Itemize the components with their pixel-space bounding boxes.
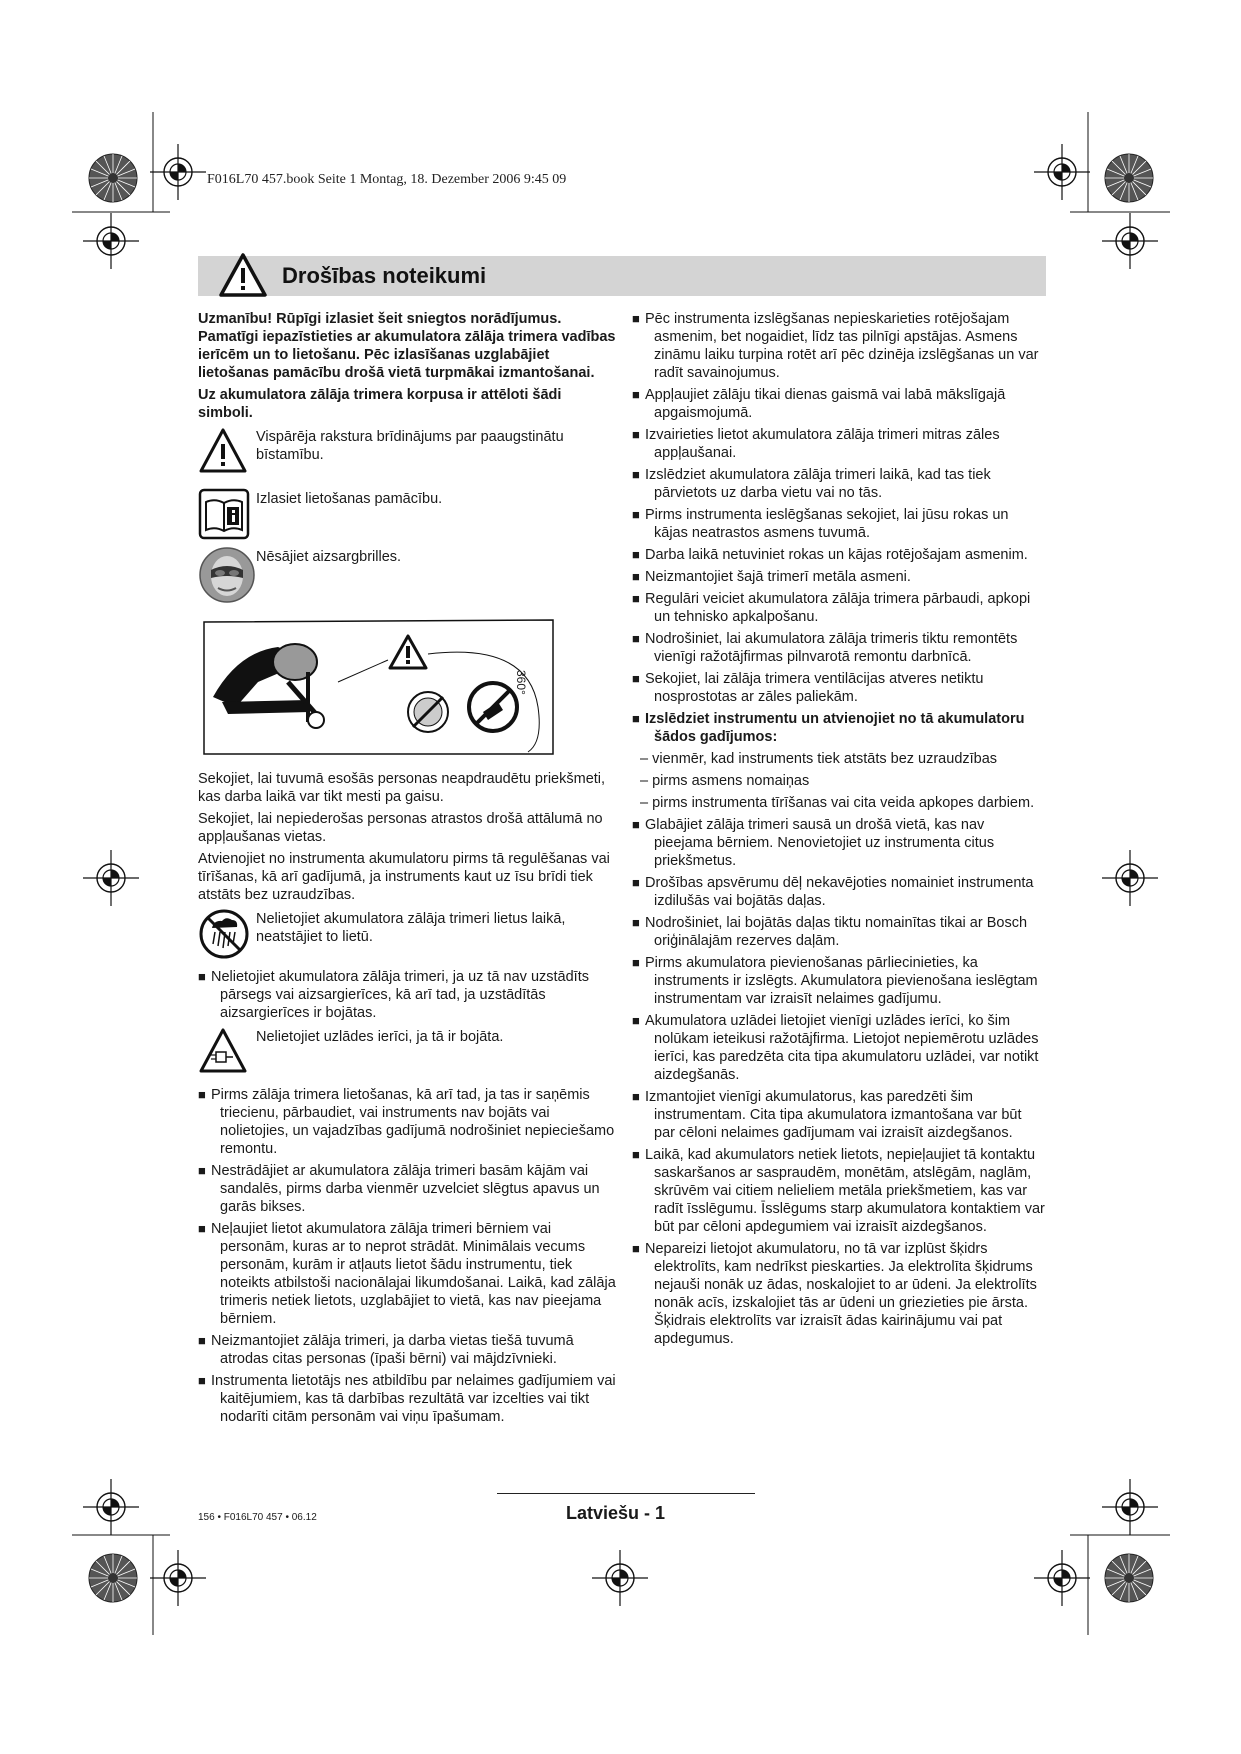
r-bullet-2: ■ Appļaujiet zālāju tikai dienas gaismā vai labā mākslīgajā apgaismojumā.: [632, 386, 1046, 422]
footer-rule: [497, 1493, 755, 1494]
symbol-rain-text: Nelietojiet akumulatora zālāja trimeri lietus laikā, neatstājiet to lietū.: [256, 911, 566, 945]
footer-doc-code: 156 • F016L70 457 • 06.12: [198, 1512, 317, 1523]
r-dash-3: – pirms instrumenta tīrīšanas vai cita veida apkopes darbiem.: [632, 794, 1046, 812]
symbols-heading: Uz akumulatora zālāja trimera korpusa ir attēloti šādi simboli.: [198, 387, 562, 421]
r-bullet-1: ■ Pēc instrumenta izslēgšanas nepieskarieties rotējošajam asmenim, bet nogaidiet, līdz tas pilnīgi apstājas. Asmens zināmu laiku turpina rotēt arī pēc dzinēja izslēgšanas un var radīt savainojumus.: [632, 310, 1046, 382]
symbol-row-goggles: [198, 546, 616, 610]
r-dash-1: – vienmēr, kad instruments tiek atstāts bez uzraudzības: [632, 750, 1046, 768]
bullet-persons-nearby: ■ Neizmantojiet zālāja trimeri, ja darba vietas tiešā tuvumā atrodas citas personas (īpaši bērni) vai mājdzīvnieki.: [198, 1332, 616, 1368]
para-bystanders: Sekojiet, lai nepiederošas personas atrastos drošā attālumā no appļaušanas vietas.: [198, 811, 603, 845]
r-dash-2: – pirms asmens nomaiņas: [632, 772, 1046, 790]
r-bullet-15: ■ Pirms akumulatora pievienošanas pārliecinieties, ka instruments ir izslēgts. Akumulatora pievienošana ieslēgtam instrumentam var izraisīt nelaimes gadījumu.: [632, 954, 1046, 1008]
para-disconnect-battery: Atvienojiet no instrumenta akumulatoru pirms tā regulēšanas vai tīrīšanas, kā arī gadījumā, ja instruments kaut uz īsu brīdi tiek atstāts bez uzraudzības.: [198, 851, 610, 903]
damaged-charger-warning-icon: [198, 1026, 248, 1076]
r-bullet-4: ■ Izslēdziet akumulatora zālāja trimeri laikā, kad tas tiek pārvietots uz darba vietu vai no tās.: [632, 466, 1046, 502]
r-bullet-19: ■ Nepareizi lietojot akumulatoru, no tā var izplūst šķidrs elektrolīts, kam nedrīkst pieskarties. Ja elektrolīta šķidrums nejauši nonāk uz ādas, noskalojiet to ar ūdeni. Ja elektrolīts nonāk acīs, izskalojiet tās ar ūdeni un griezieties pie ārsta. Šķidrais elektrolīts var izraisīt ādas kairinājumu vai pat apdegumus.: [632, 1240, 1046, 1348]
bullet-inspect: ■ Pirms zālāja trimera lietošanas, kā arī tad, ja tas ir saņēmis triecienu, pārbaudiet, vai instruments nav bojāts vai nolietojies, un vajadzības gadījumā nodrošiniet nepieciešamo remontu.: [198, 1086, 616, 1158]
right-column: [632, 310, 1046, 1352]
bullet-guards: ■ Nelietojiet akumulatora zālāja trimeri, ja uz tā nav uzstādīts pārsegs vai aizsargierīces, kā arī tad, ja uzstādītās aizsargierīces ir bojātas.: [198, 968, 616, 1022]
figure-angle-label: 360°: [514, 670, 528, 695]
r-bullet-5: ■ Pirms instrumenta ieslēgšanas sekojiet, lai jūsu rokas un kājas neatrastos asmens tuvumā.: [632, 506, 1046, 542]
warning-icon: [218, 252, 268, 298]
footer-page-label: Latviešu - 1: [566, 1503, 666, 1523]
bullet-responsibility: ■ Instrumenta lietotājs nes atbildību par nelaimes gadījumiem vai kaitējumiem, kas tā darbības rezultātā var izcelties vai tikt nodarīti citām personām vai viņu īpašumam.: [198, 1372, 616, 1426]
bullet-children: ■ Neļaujiet lietot akumulatora zālāja trimeri bērniem vai personām, kuras ar to neprot strādāt. Minimālais vecums personām, kurām ir atļauts lietot šādu instrumentu, tiek noteikts atbilstoši nacionālajai likumdošanai. Laikā, kad zālāja trimeris netiek lietots, uzglabājiet to vietā, kas nav pieejama bērniem.: [198, 1220, 616, 1328]
symbol-row-rain: [198, 908, 616, 966]
trimmer-safety-figure: [198, 612, 616, 762]
manual-book-icon: [198, 488, 250, 540]
r-bullet-7: ■ Neizmantojiet šajā trimerī metāla asmeni.: [632, 568, 1046, 586]
intro-text: Uzmanību! Rūpīgi izlasiet šeit sniegtos norādījumus. Pamatīgi iepazīstieties ar akumulatora zālāja trimera vadības ierīcēm un to lietošanu. Pēc izlasīšanas uzglabājiet lietošanas pamācību drošā vietā turpmākai izmantošanai.: [198, 311, 616, 381]
r-bullet-16: ■ Akumulatora uzlādei lietojiet vienīgi uzlādes ierīci, ko šim nolūkam ieteikusi ražotājfirma. Lietojot nepiemērotu uzlādes ierīci, kas paredzēta cita tipa akumulatoru uzlādei, var notikt aizdegšanās.: [632, 1012, 1046, 1084]
bullet-footwear: ■ Nestrādājiet ar akumulatora zālāja trimeri basām kājām vai sandalēs, pirms darba vienmēr uzvelciet slēgtus apavus un garās bikses.: [198, 1162, 616, 1216]
r-bullet-13: ■ Drošības apsvērumu dēļ nekavējoties nomainiet instrumenta izdilušās vai bojātās daļas.: [632, 874, 1046, 910]
symbol-manual-text: Izlasiet lietošanas pamācību.: [256, 491, 443, 507]
left-column: [198, 310, 616, 1430]
symbol-charger-text: Nelietojiet uzlādes ierīci, ja tā ir bojāta.: [256, 1029, 504, 1045]
symbol-row-manual: [198, 488, 616, 544]
trimmer-usage-diagram: [198, 612, 560, 762]
r-bullet-10: ■ Sekojiet, lai zālāja trimera ventilācijas atveres netiktu nosprostotas ar zāles paliekām.: [632, 670, 1046, 706]
symbol-row-warning: [198, 426, 616, 486]
r-bullet-18: ■ Laikā, kad akumulators netiek lietots, nepieļaujiet tā kontaktu saskaršanos ar saspraudēm, monētām, atslēgām, naglām, skrūvēm vai citiem nelieliem metāla priekšmetiem, kas var radīt īsslēgumu. Īsslēgums starp akumulatora kontaktiem var būt par cēloni apdegumiem vai izraisīt aizdegšanos.: [632, 1146, 1046, 1236]
r-bullet-6: ■ Darba laikā netuviniet rokas un kājas rotējošajam asmenim.: [632, 546, 1046, 564]
r-bullet-3: ■ Izvairieties lietot akumulatora zālāja trimeri mitras zāles appļaušanai.: [632, 426, 1046, 462]
page-title: Drošības noteikumi: [282, 263, 487, 288]
r-bullet-11-heading: ■ Izslēdziet instrumentu un atvienojiet no tā akumulatoru šādos gadījumos:: [632, 710, 1046, 746]
symbol-warning-text: Vispārēja rakstura brīdinājums par paaugstinātu bīstamību.: [256, 429, 564, 463]
r-bullet-17: ■ Izmantojiet vienīgi akumulatorus, kas paredzēti šim instrumentam. Cita tipa akumulatora izmantošana var būt par cēloni nelaimes gadījumam vai izraisīt aizdegšanos.: [632, 1088, 1046, 1142]
no-rain-icon: [198, 908, 250, 960]
para-thrown-objects: Sekojiet, lai tuvumā esošās personas neapdraudētu priekšmeti, kas darba laikā var tikt mesti pa gaisu.: [198, 771, 606, 805]
r-bullet-14: ■ Nodrošiniet, lai bojātās daļas tiktu nomainītas tikai ar Bosch oriģinālajām rezerves daļām.: [632, 914, 1046, 950]
r-bullet-9: ■ Nodrošiniet, lai akumulatora zālāja trimeris tiktu remontēts vienīgi ražotājfirmas pilnvarotā remontu darbnīcā.: [632, 630, 1046, 666]
warning-triangle-icon: [198, 426, 248, 476]
symbol-row-charger: [198, 1026, 616, 1084]
file-info-header: F016L70 457.book Seite 1 Montag, 18. Dezember 2006 9:45 09: [207, 172, 567, 187]
r-bullet-8: ■ Regulāri veiciet akumulatora zālāja trimera pārbaudi, apkopi un tehnisko apkalpošanu.: [632, 590, 1046, 626]
safety-goggles-icon: [198, 546, 256, 604]
r-bullet-12: ■ Glabājiet zālāja trimeri sausā un drošā vietā, kas nav pieejama bērniem. Nenovietojiet uz instrumenta citus priekšmetus.: [632, 816, 1046, 870]
symbol-goggles-text: Nēsājiet aizsargbrilles.: [256, 549, 402, 565]
